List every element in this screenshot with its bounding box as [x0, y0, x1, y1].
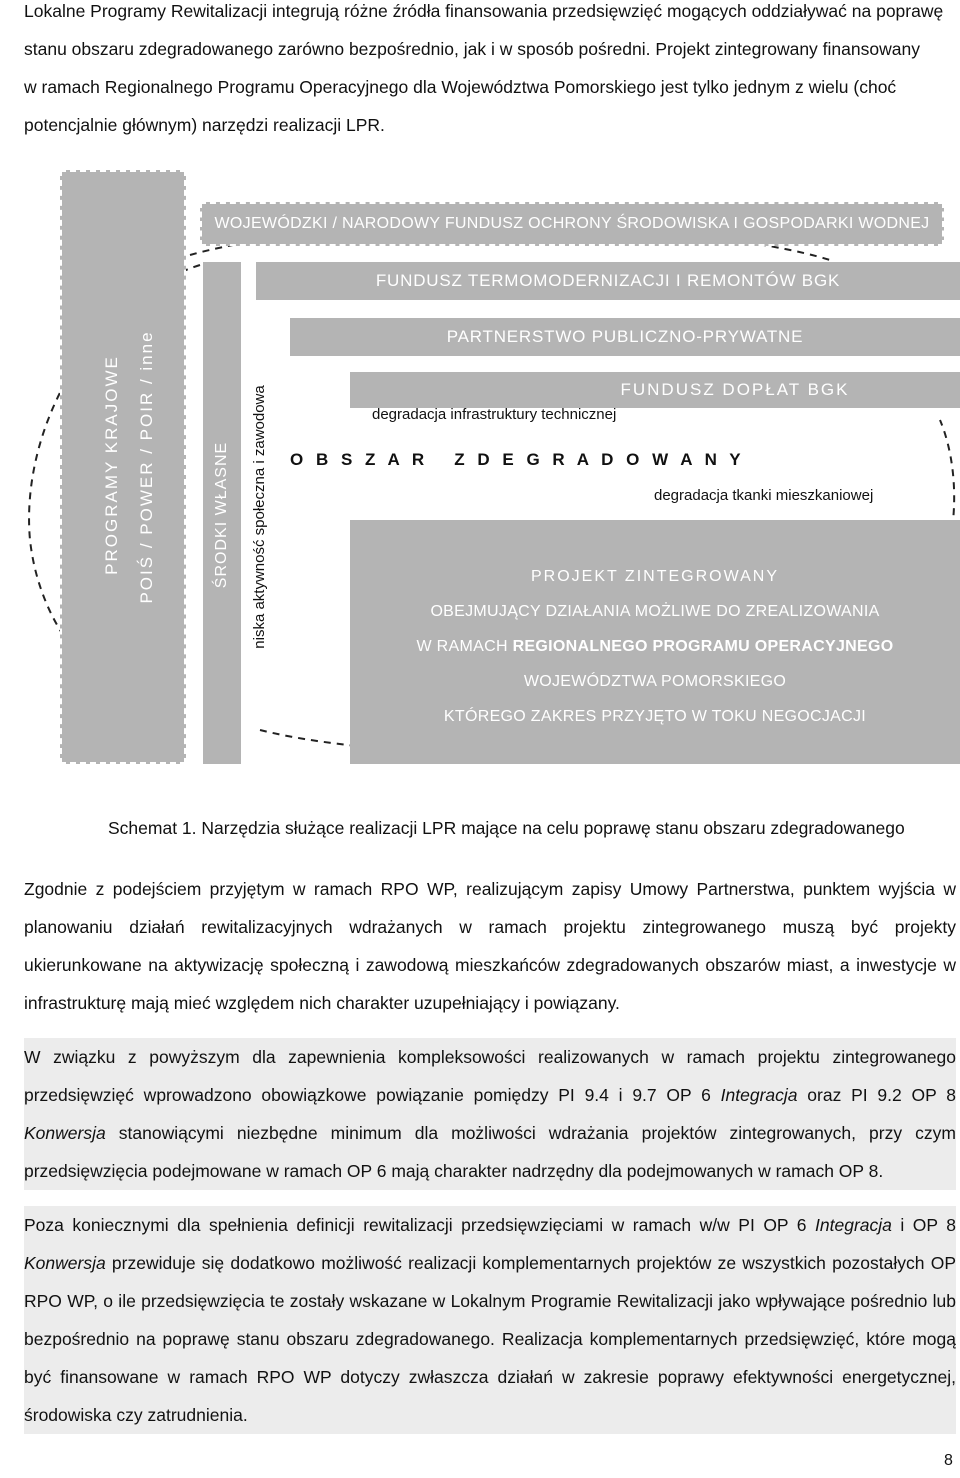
projekt-line-5: KTÓREGO ZAKRES PRZYJĘTO W TOKU NEGOCJACJI [443, 707, 867, 725]
projekt-line-2: OBEJMUJĄCY DZIAŁANIA MOŻLIWE DO ZREALIZOWANIA [430, 602, 880, 620]
projekt-zintegrowany-box [350, 520, 960, 764]
intro-line-2: stanu obszaru zdegradowanego zarówno bezpośrednio, jak i w sposób pośredni. Projekt zintegrowany finansowany [24, 39, 920, 59]
page-number: 8 [944, 1452, 953, 1469]
wfos-label: WOJEWÓDZKI / NARODOWY FUNDUSZ OCHRONY ŚRODOWISKA I GOSPODARKI WODNEJ [214, 215, 930, 232]
diagram [0, 160, 960, 770]
termo-box [256, 262, 960, 300]
p2-integracja: Integracja [720, 1085, 798, 1105]
paragraph-2 [24, 1038, 956, 1190]
ppp-box [290, 318, 960, 356]
intro-line-1: Lokalne Programy Rewitalizacji integrują różne źródła finansowania przedsięwzięć mogących oddziaływać na poprawę [24, 1, 944, 21]
degradacja-tkanki-label: degradacja tkanki mieszkaniowej [654, 487, 874, 504]
intro-line-4: potencjalnie głównym) narzędzi realizacji LPR. [24, 115, 385, 135]
p2-text-a: W związku z powyższym dla zapewnienia kompleksowości realizowanych w ramach projektu zintegrowanego przedsięwzięć wprowadzono obowiązkowe powiązanie pomiędzy PI 9.4 i 9.7 OP 6 [24, 1047, 956, 1105]
p2-text-e: stanowiącymi niezbędne minimum dla możliwości wdrażania projektów zintegrowanych, przy czym przedsięwzięcia podejmowane w ramach OP 6 mają charakter nadrzędny dla podejmowanych w ramach OP 8. [24, 1123, 956, 1181]
programy-krajowe-label: PROGRAMY KRAJOWE [102, 355, 121, 575]
projekt-line-4: WOJEWÓDZTWA POMORSKIEGO [523, 672, 787, 690]
obszar-zdegradowany-label: O B S Z A R Z D E G R A D O W A N Y [290, 450, 745, 469]
p3-text-a: Poza koniecznymi dla spełnienia definicji rewitalizacji przedsięwzięciami w ramach w/w PI OP 6 [24, 1215, 816, 1235]
p2-konwersja: Konwersja [24, 1123, 106, 1143]
p3-text-c: i OP 8 [891, 1215, 956, 1235]
paragraph-1: Zgodnie z podejściem przyjętym w ramach RPO WP, realizującym zapisy Umowy Partnerstwa, punktem wyjścia w planowaniu działań rewitalizacyjnych wdrażanych w ramach projektu zintegrowanego muszą być projekty ukierunkowane na aktywizację społeczną i zawodową mieszkańców zdegradowanych obszarów miast, a inwestycje w infrastrukturę mają mieć względem nich charakter uzupełniający i powiązany. [24, 879, 956, 1013]
p3-integracja: Integracja [815, 1215, 892, 1235]
paragraph-3 [24, 1206, 956, 1434]
p3-konwersja: Konwersja [24, 1253, 106, 1273]
niska-aktywnosc-label: niska aktywność społeczna i zawodowa [251, 385, 268, 649]
intro-line-3: w ramach Regionalnego Programu Operacyjnego dla Województwa Pomorskiego jest tylko jednym z wielu (choć [24, 77, 897, 97]
doplat-box [350, 372, 960, 408]
projekt-line-3 [417, 629, 894, 664]
doplat-label: FUNDUSZ DOPŁAT BGK [620, 380, 850, 399]
pois-label: POIŚ / POWER / POIR / inne [137, 330, 156, 604]
intro-paragraph [24, 0, 956, 144]
wfos-box [200, 202, 944, 246]
ppp-label: PARTNERSTWO PUBLICZNO-PRYWATNE [446, 327, 804, 346]
termo-label: FUNDUSZ TERMOMODERNIZACJI I REMONTÓW BGK [375, 271, 841, 290]
p3-text-e: przewiduje się dodatkowo możliwość realizacji komplementarnych projektów ze wszystkich pozostałych OP RPO WP, o ile przedsięwzięcia te zostały wskazane w Lokalnym Programie Rewitalizacji jako wpływające pośrednio lub bezpośrednio na poprawę stanu obszaru zdegradowanego. Realizacja komplementarnych przedsięwzięć, które mogą być finansowane w ramach RPO WP dotyczy zwłaszcza działań w zakresie poprawy efektywności energetycznej, środowiska czy zatrudnienia. [24, 1253, 956, 1425]
degradacja-infra-label: degradacja infrastruktury technicznej [372, 406, 617, 423]
figure-caption: Schemat 1. Narzędzia służące realizacji LPR mające na celu poprawę stanu obszaru zdegradowanego [108, 818, 905, 838]
srodki-wlasne-label: ŚRODKI WŁASNE [213, 441, 230, 589]
projekt-line-3a: W RAMACH [416, 637, 513, 655]
p2-text-c: oraz PI 9.2 OP 8 [797, 1085, 956, 1105]
projekt-line-3b: REGIONALNEGO PROGRAMU OPERACYJNEGO [512, 637, 894, 655]
projekt-line-1: PROJEKT ZINTEGROWANY [530, 567, 779, 585]
